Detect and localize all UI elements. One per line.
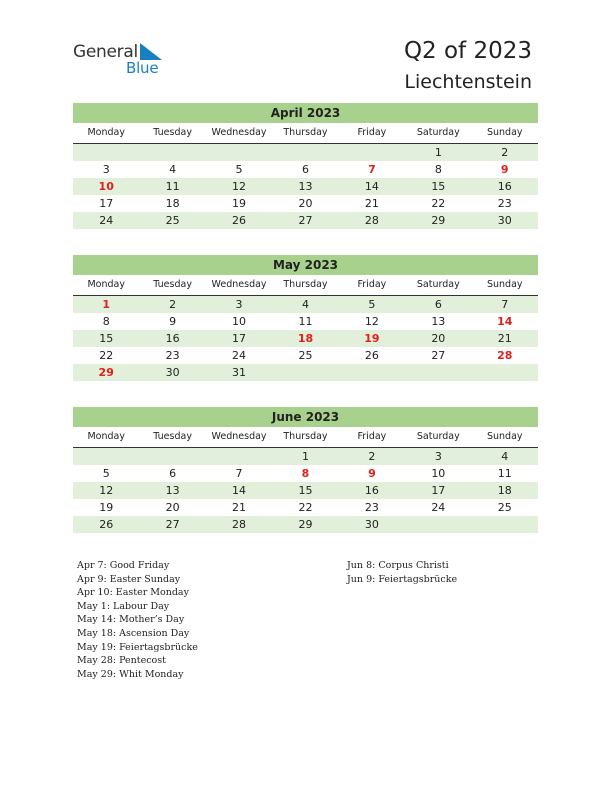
day-cell: 22 xyxy=(99,349,114,362)
holiday-item: Apr 9: Easter Sunday xyxy=(77,573,181,585)
week-row xyxy=(73,516,538,533)
empty-day-cell xyxy=(206,144,272,161)
weekday-label: Friday xyxy=(357,431,387,442)
weekday-label: Monday xyxy=(87,279,125,290)
month-calendar-june xyxy=(73,407,538,533)
day-cell: 31 xyxy=(232,366,247,379)
holiday-item: Apr 10: Easter Monday xyxy=(77,587,189,599)
empty-day-cell xyxy=(139,144,205,161)
day-cell: 3 xyxy=(434,450,442,463)
country-subtitle: Liechtenstein xyxy=(404,71,532,93)
day-cell: 12 xyxy=(232,180,247,193)
month-calendar-april xyxy=(73,103,538,229)
weekday-label: Tuesday xyxy=(153,431,192,442)
day-cell: 25 xyxy=(497,501,512,514)
empty-day-cell xyxy=(206,448,272,465)
week-row xyxy=(73,195,538,212)
day-cell: 18 xyxy=(165,197,180,210)
day-cell: 6 xyxy=(301,163,309,176)
day-cell: 1 xyxy=(102,298,111,311)
day-cell: 9 xyxy=(500,163,509,176)
day-cell: 7 xyxy=(501,298,509,311)
month-header: June 2023 xyxy=(73,407,538,427)
month-header: May 2023 xyxy=(73,255,538,275)
day-cell: 24 xyxy=(431,501,446,514)
day-cell: 7 xyxy=(368,163,376,176)
day-cell: 11 xyxy=(298,315,313,328)
day-cell: 19 xyxy=(232,197,247,210)
day-cell: 6 xyxy=(434,298,442,311)
day-cell: 10 xyxy=(232,315,247,328)
holiday-item: May 29: Whit Monday xyxy=(77,668,184,680)
day-cell: 28 xyxy=(364,214,379,227)
day-cell: 8 xyxy=(434,163,442,176)
day-cell: 5 xyxy=(102,467,110,480)
logo-text-general: General xyxy=(73,42,138,62)
day-cell: 13 xyxy=(431,315,446,328)
day-cell: 27 xyxy=(298,214,313,227)
empty-day-cell xyxy=(339,144,405,161)
weekday-header-row xyxy=(73,123,538,144)
day-cell: 4 xyxy=(301,298,309,311)
holiday-item: May 14: Mother’s Day xyxy=(77,614,185,626)
day-cell: 4 xyxy=(169,163,177,176)
weekday-label: Saturday xyxy=(416,279,460,290)
day-cell: 20 xyxy=(298,197,313,210)
day-cell: 26 xyxy=(364,349,379,362)
week-row xyxy=(73,330,538,347)
week-row xyxy=(73,178,538,195)
weekday-label: Friday xyxy=(357,279,387,290)
holiday-item: May 19: Feiertagsbrücke xyxy=(77,641,198,653)
day-cell: 15 xyxy=(99,332,114,345)
day-cell: 8 xyxy=(301,467,310,480)
holiday-item: Jun 8: Corpus Christi xyxy=(347,560,449,571)
holiday-item: Jun 9: Feiertagsbrücke xyxy=(347,573,458,585)
day-cell: 29 xyxy=(98,366,114,379)
holiday-item: May 28: Pentecost xyxy=(77,655,166,667)
day-cell: 12 xyxy=(99,484,114,497)
day-cell: 27 xyxy=(431,349,446,362)
week-row xyxy=(73,364,538,381)
day-cell: 21 xyxy=(364,197,379,210)
empty-day-cell xyxy=(73,144,139,161)
day-cell: 16 xyxy=(165,332,180,345)
day-cell: 21 xyxy=(232,501,247,514)
weekday-label: Sunday xyxy=(486,127,523,138)
week-row xyxy=(73,499,538,516)
weekday-label: Wednesday xyxy=(211,431,267,442)
day-cell: 29 xyxy=(298,518,313,531)
week-row xyxy=(73,212,538,229)
day-cell: 10 xyxy=(431,467,446,480)
day-cell: 2 xyxy=(501,146,509,159)
week-row xyxy=(73,347,538,364)
day-cell: 3 xyxy=(102,163,110,176)
day-cell: 29 xyxy=(431,214,446,227)
day-cell: 20 xyxy=(165,501,180,514)
empty-day-cell xyxy=(139,448,205,465)
day-cell: 16 xyxy=(364,484,379,497)
logo-text-blue: Blue xyxy=(126,59,159,77)
weekday-header-row xyxy=(73,427,538,448)
holiday-item: May 18: Ascension Day xyxy=(77,627,190,639)
weekday-label: Monday xyxy=(87,127,125,138)
weekday-label: Wednesday xyxy=(211,279,267,290)
day-cell: 19 xyxy=(99,501,114,514)
weeks-container xyxy=(73,144,538,229)
weekday-label: Tuesday xyxy=(153,279,192,290)
week-row xyxy=(73,296,538,313)
day-cell: 19 xyxy=(364,332,380,345)
day-cell: 11 xyxy=(497,467,512,480)
day-cell: 12 xyxy=(364,315,379,328)
weekday-label: Monday xyxy=(87,431,125,442)
day-cell: 21 xyxy=(497,332,512,345)
day-cell: 4 xyxy=(501,450,509,463)
day-cell: 10 xyxy=(98,180,114,193)
day-cell: 25 xyxy=(165,214,180,227)
week-row xyxy=(73,144,538,161)
empty-day-cell xyxy=(272,144,338,161)
day-cell: 24 xyxy=(232,349,247,362)
day-cell: 22 xyxy=(298,501,313,514)
day-cell: 14 xyxy=(364,180,379,193)
week-row xyxy=(73,161,538,178)
day-cell: 17 xyxy=(232,332,247,345)
day-cell: 17 xyxy=(99,197,114,210)
empty-day-cell xyxy=(472,516,538,533)
empty-day-cell xyxy=(405,364,471,381)
day-cell: 30 xyxy=(364,518,379,531)
empty-day-cell xyxy=(73,448,139,465)
day-cell: 13 xyxy=(165,484,180,497)
weekday-label: Thursday xyxy=(283,431,328,442)
day-cell: 15 xyxy=(298,484,313,497)
day-cell: 1 xyxy=(434,146,442,159)
day-cell: 2 xyxy=(368,450,376,463)
day-cell: 8 xyxy=(102,315,110,328)
day-cell: 27 xyxy=(165,518,180,531)
day-cell: 25 xyxy=(298,349,313,362)
holiday-list-left xyxy=(77,559,198,681)
day-cell: 13 xyxy=(298,180,313,193)
day-cell: 28 xyxy=(232,518,247,531)
weekday-label: Wednesday xyxy=(211,127,267,138)
day-cell: 24 xyxy=(99,214,114,227)
empty-day-cell xyxy=(339,364,405,381)
holiday-list-right xyxy=(347,559,457,586)
month-header: April 2023 xyxy=(73,103,538,123)
weekday-label: Saturday xyxy=(416,127,460,138)
empty-day-cell xyxy=(272,364,338,381)
day-cell: 23 xyxy=(165,349,180,362)
day-cell: 6 xyxy=(169,467,177,480)
weekday-label: Thursday xyxy=(283,127,328,138)
day-cell: 17 xyxy=(431,484,446,497)
week-row xyxy=(73,313,538,330)
day-cell: 26 xyxy=(99,518,114,531)
day-cell: 3 xyxy=(235,298,243,311)
logo-triangle-icon xyxy=(140,43,162,60)
day-cell: 28 xyxy=(497,349,513,362)
day-cell: 20 xyxy=(431,332,446,345)
weekday-label: Sunday xyxy=(486,431,523,442)
week-row xyxy=(73,465,538,482)
page-title: Q2 of 2023 xyxy=(403,38,532,64)
day-cell: 30 xyxy=(497,214,512,227)
day-cell: 22 xyxy=(431,197,446,210)
day-cell: 5 xyxy=(235,163,243,176)
day-cell: 16 xyxy=(497,180,512,193)
day-cell: 14 xyxy=(497,315,513,328)
holiday-item: May 1: Labour Day xyxy=(77,600,170,612)
day-cell: 14 xyxy=(232,484,247,497)
day-cell: 15 xyxy=(431,180,446,193)
day-cell: 23 xyxy=(364,501,379,514)
month-calendar-may xyxy=(73,255,538,381)
weeks-container xyxy=(73,448,538,533)
day-cell: 2 xyxy=(169,298,177,311)
week-row xyxy=(73,448,538,465)
day-cell: 9 xyxy=(368,467,376,480)
day-cell: 1 xyxy=(301,450,309,463)
day-cell: 26 xyxy=(232,214,247,227)
weekday-label: Sunday xyxy=(486,279,523,290)
day-cell: 18 xyxy=(497,484,512,497)
empty-day-cell xyxy=(405,516,471,533)
day-cell: 11 xyxy=(165,180,180,193)
weekday-label: Thursday xyxy=(283,279,328,290)
day-cell: 5 xyxy=(368,298,376,311)
day-cell: 23 xyxy=(497,197,512,210)
generalblue-logo xyxy=(73,40,173,80)
empty-day-cell xyxy=(472,364,538,381)
day-cell: 7 xyxy=(235,467,243,480)
holiday-item: Apr 7: Good Friday xyxy=(77,560,170,571)
day-cell: 18 xyxy=(297,332,314,345)
weekday-label: Tuesday xyxy=(153,127,192,138)
week-row xyxy=(73,482,538,499)
weekday-label: Saturday xyxy=(416,431,460,442)
weekday-label: Friday xyxy=(357,127,387,138)
day-cell: 9 xyxy=(169,315,177,328)
weekday-header-row xyxy=(73,275,538,296)
day-cell: 30 xyxy=(165,366,180,379)
weeks-container xyxy=(73,296,538,381)
